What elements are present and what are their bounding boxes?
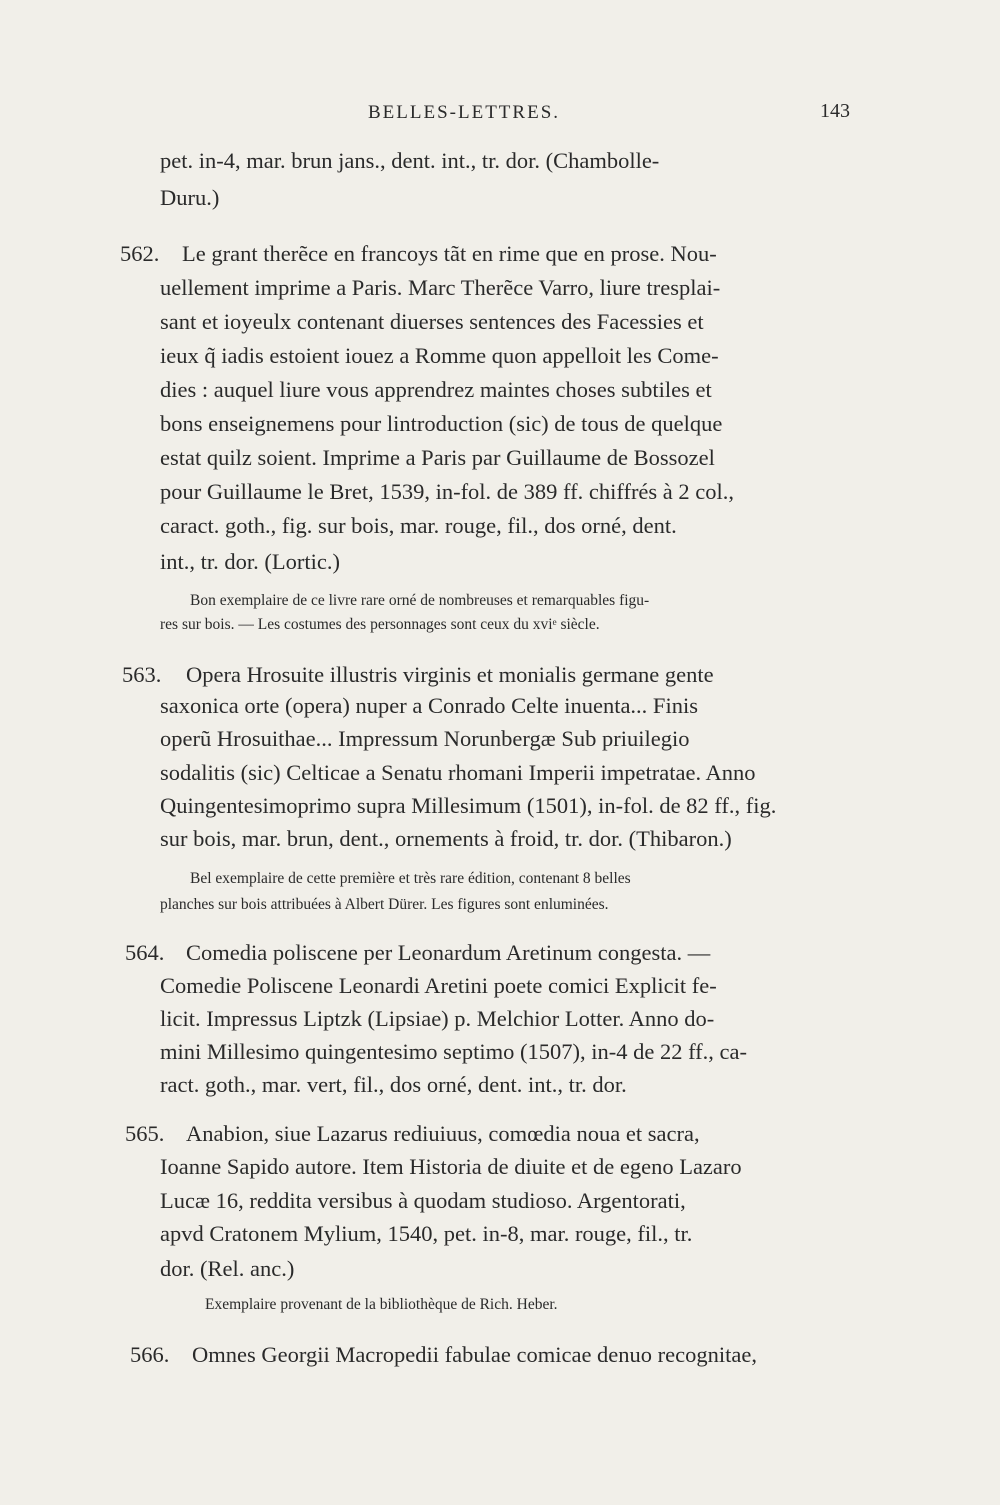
page-number: 143 bbox=[820, 100, 850, 122]
entry-564-line-2: Comedie Poliscene Leonardi Aretini poete comici Explicit fe- bbox=[160, 973, 717, 998]
entry-number-564: 564. bbox=[125, 940, 165, 965]
entry-562-line-9: caract. goth., fig. sur bois, mar. rouge, fil., dos orné, dent. bbox=[160, 513, 677, 538]
entry-563-line-5: Quingentesimoprimo supra Millesimum (1501), in-fol. de 82 ff., fig. bbox=[160, 793, 777, 818]
note-562-line-1: Bon exemplaire de ce livre rare orné de nombreuses et remarquables figu- bbox=[190, 592, 650, 609]
entry-562-line-10: int., tr. dor. (Lortic.) bbox=[160, 549, 340, 574]
entry-562-line-1: Le grant therẽce en francoys tãt en rime que en prose. Nou- bbox=[182, 241, 717, 266]
entry-562-line-6: bons enseignemens pour lintroduction (sic) de tous de quelque bbox=[160, 411, 723, 436]
entry-number-565: 565. bbox=[125, 1121, 165, 1146]
entry-565-line-1: Anabion, siue Lazarus rediuiuus, comœdia noua et sacra, bbox=[186, 1121, 700, 1146]
entry-563-line-1: Opera Hrosuite illustris virginis et monialis germane gente bbox=[186, 662, 714, 687]
entry-565-line-4: apvd Cratonem Mylium, 1540, pet. in-8, mar. rouge, fil., tr. bbox=[160, 1221, 693, 1246]
note-565-line-1: Exemplaire provenant de la bibliothèque de Rich. Heber. bbox=[205, 1296, 558, 1313]
entry-0-line-1: pet. in-4, mar. brun jans., dent. int., tr. dor. (Chambolle- bbox=[160, 148, 660, 173]
entry-number-566: 566. bbox=[130, 1342, 170, 1367]
entry-565-line-2: Ioanne Sapido autore. Item Historia de diuite et de egeno Lazaro bbox=[160, 1154, 742, 1179]
entry-0-line-2: Duru.) bbox=[160, 185, 220, 210]
entry-563-line-4: sodalitis (sic) Celticae a Senatu rhomani Imperii impetratae. Anno bbox=[160, 760, 756, 785]
entry-563-line-2: saxonica orte (opera) nuper a Conrado Celte inuenta... Finis bbox=[160, 693, 698, 718]
entry-562-line-3: sant et ioyeulx contenant diuerses sentences des Facessies et bbox=[160, 309, 704, 334]
running-head: BELLES-LETTRES. bbox=[368, 102, 561, 123]
entry-564-line-5: ract. goth., mar. vert, fil., dos orné, dent. int., tr. dor. bbox=[160, 1072, 627, 1097]
entry-562-line-4: ieux q̃ iadis estoient iouez a Romme quon appelloit les Come- bbox=[160, 343, 719, 368]
entry-562-line-5: dies : auquel liure vous apprendrez maintes choses subtiles et bbox=[160, 377, 712, 402]
entry-562-line-2: uellement imprime a Paris. Marc Therẽce Varro, liure tresplai- bbox=[160, 275, 721, 300]
entry-563-line-6: sur bois, mar. brun, dent., ornements à froid, tr. dor. (Thibaron.) bbox=[160, 826, 732, 851]
note-563-line-2: planches sur bois attribuées à Albert Dürer. Les figures sont enluminées. bbox=[160, 896, 609, 913]
entry-564-line-1: Comedia poliscene per Leonardum Aretinum congesta. — bbox=[186, 940, 711, 965]
entry-566-line-1: Omnes Georgii Macropedii fabulae comicae denuo recognitae, bbox=[192, 1342, 757, 1367]
entry-563-line-3: operũ Hrosuithae... Impressum Norunbergæ Sub priuilegio bbox=[160, 726, 690, 751]
entry-number-562: 562. bbox=[120, 241, 160, 266]
note-562-line-2: res sur bois. — Les costumes des personnages sont ceux du xviᵉ siècle. bbox=[160, 616, 600, 633]
entry-number-563: 563. bbox=[122, 662, 162, 687]
entry-562-line-7: estat quilz soient. Imprime a Paris par Guillaume de Bossozel bbox=[160, 445, 715, 470]
entry-562-line-8: pour Guillaume le Bret, 1539, in-fol. de 389 ff. chiffrés à 2 col., bbox=[160, 479, 735, 504]
entry-565-line-3: Lucæ 16, reddita versibus à quodam studioso. Argentorati, bbox=[160, 1188, 686, 1213]
entry-564-line-4: mini Millesimo quingentesimo septimo (1507), in-4 de 22 ff., ca- bbox=[160, 1039, 747, 1064]
page-header bbox=[160, 100, 850, 130]
note-563-line-1: Bel exemplaire de cette première et très rare édition, contenant 8 belles bbox=[190, 870, 631, 887]
entry-565-line-5: dor. (Rel. anc.) bbox=[160, 1256, 295, 1281]
entry-564-line-3: licit. Impressus Liptzk (Lipsiae) p. Melchior Lotter. Anno do- bbox=[160, 1006, 715, 1031]
